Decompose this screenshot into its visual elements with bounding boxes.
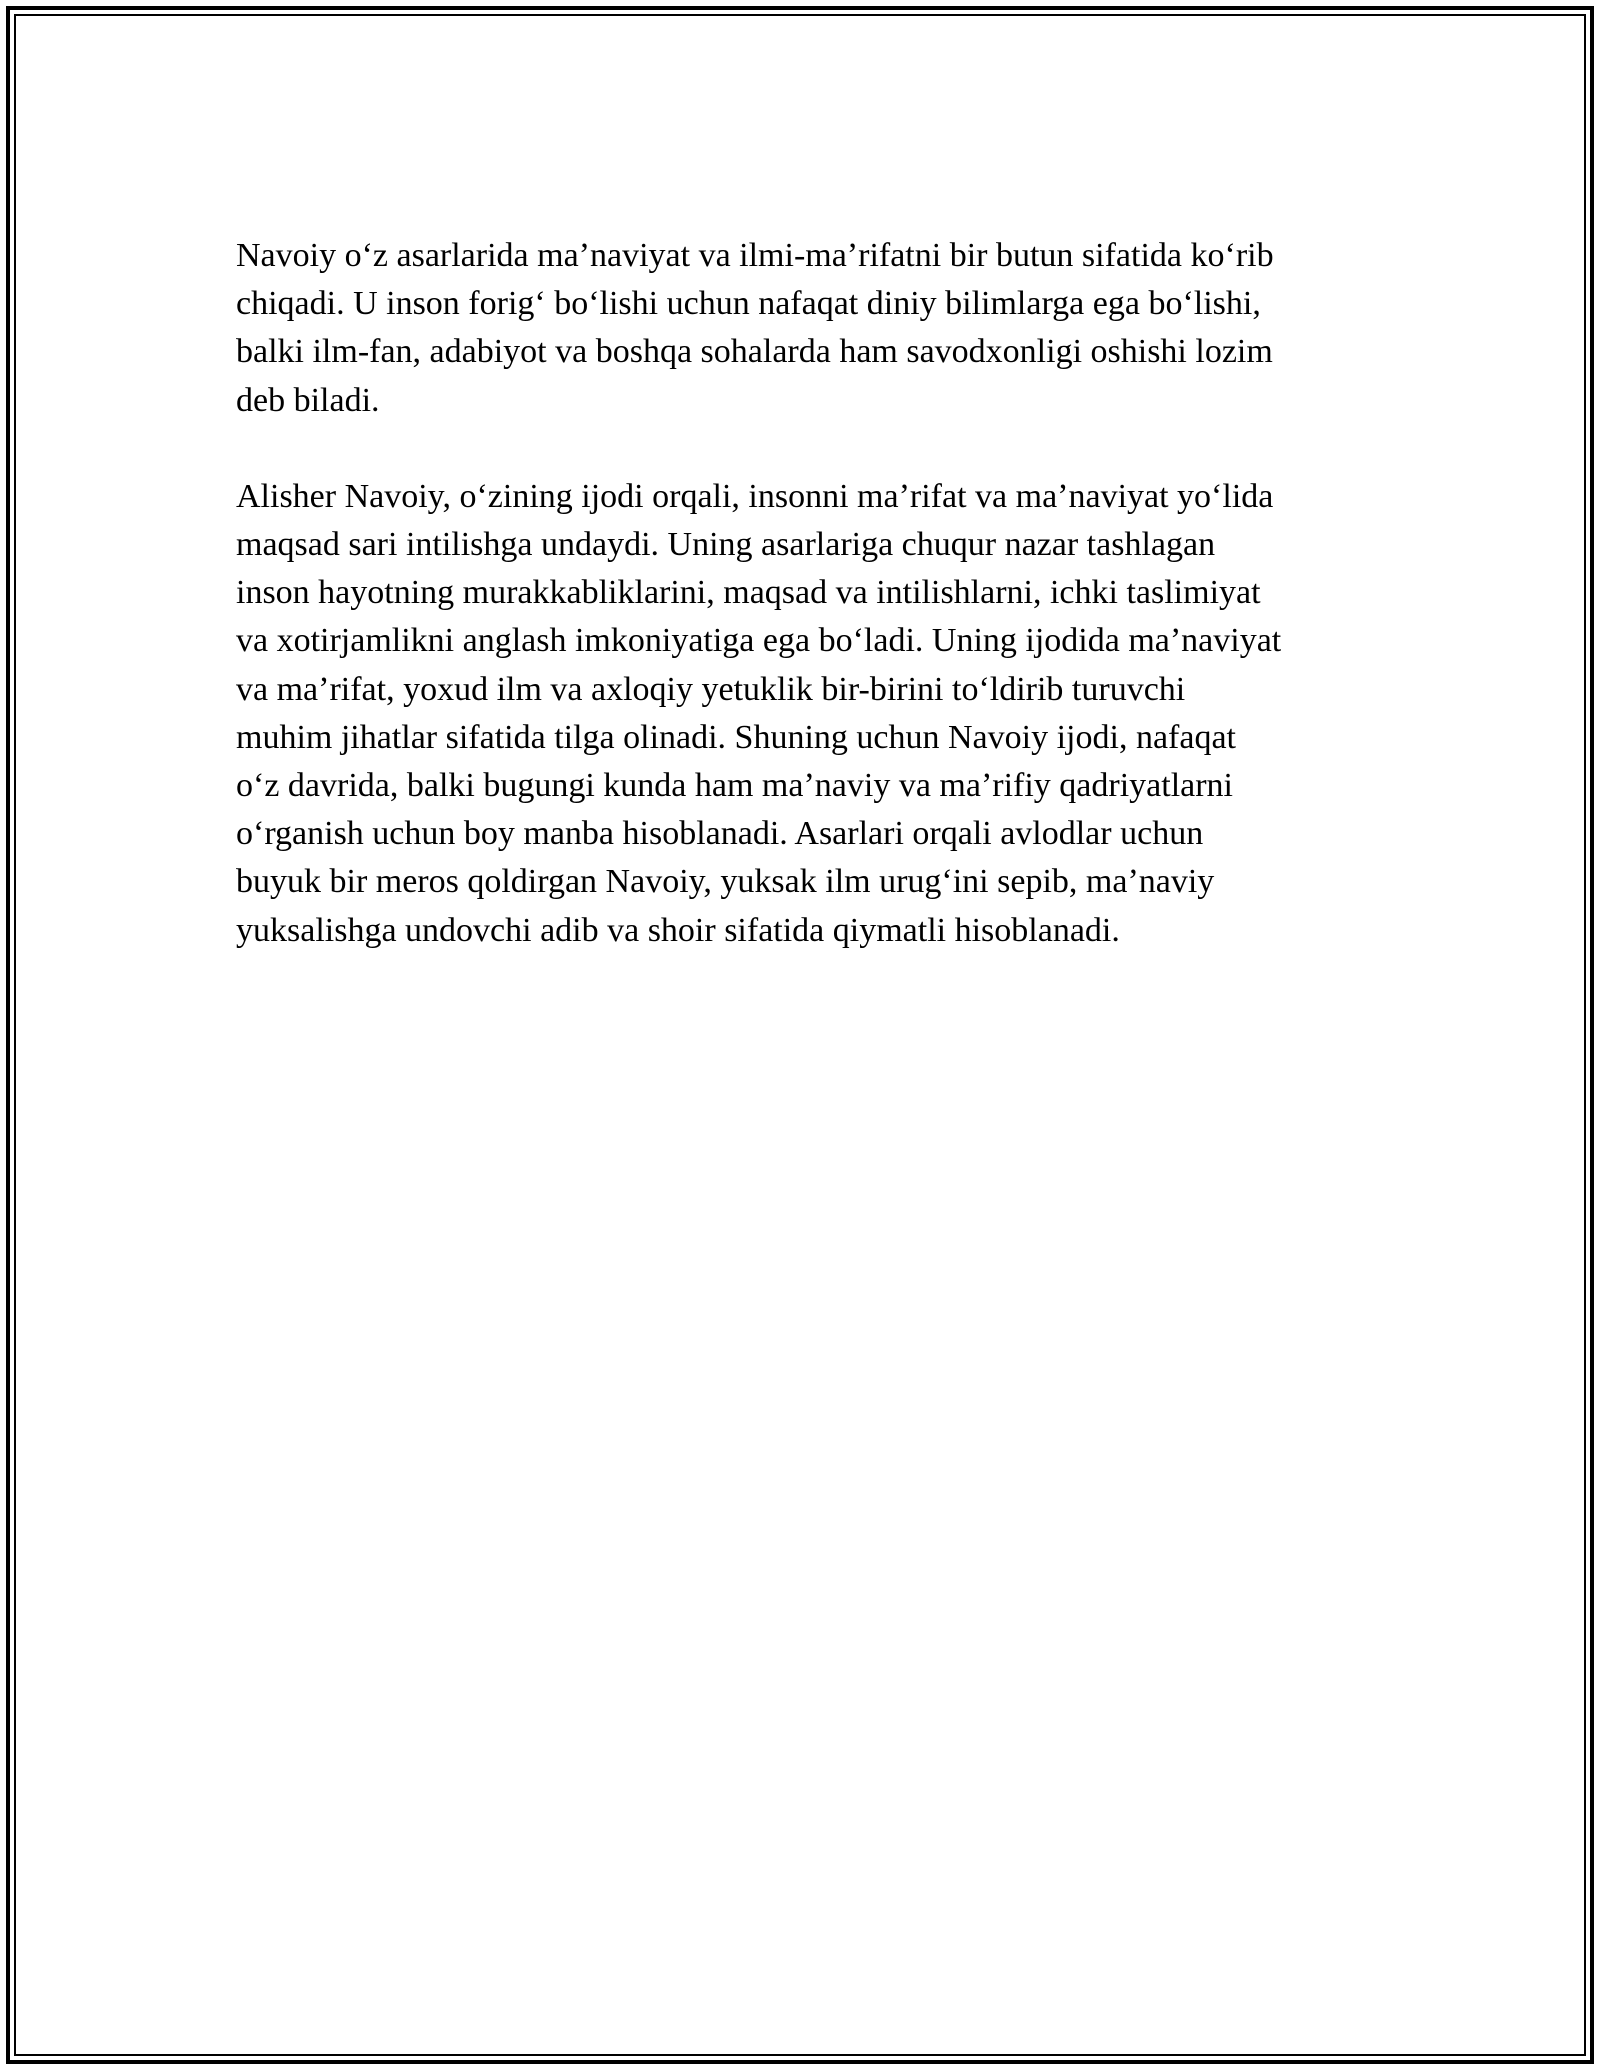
paragraph-line: maqsad sari intilishga undaydi. Uning asarlariga chuqur nazar tashlagan [236, 526, 1216, 564]
paragraph-line: deb biladi. [236, 381, 380, 419]
document-body [236, 232, 1366, 1003]
paragraph-line: va xotirjamlikni anglash imkoniyatiga ega boʻladi. Uning ijodida maʼnaviyat [236, 622, 1282, 660]
paragraph-1 [236, 232, 1366, 425]
paragraph-line: oʻrganish uchun boy manba hisoblanadi. Asarlari orqali avlodlar uchun [236, 815, 1204, 853]
paragraph-line: inson hayotning murakkabliklarini, maqsad va intilishlarni, ichki taslimiyat [236, 574, 1261, 612]
paragraph-line: yuksalishga undovchi adib va shoir sifatida qiymatli hisoblanadi. [236, 911, 1120, 949]
paragraph-line: chiqadi. U inson forigʻ boʻlishi uchun nafaqat diniy bilimlarga ega boʻlishi, [236, 285, 1261, 323]
paragraph-line: muhim jihatlar sifatida tilga olinadi. Shuning uchun Navoiy ijodi, nafaqat [236, 718, 1236, 756]
paragraph-line: oʻz davrida, balki bugungi kunda ham maʼnaviy va maʼrifiy qadriyatlarni [236, 767, 1234, 805]
paragraph-2 [236, 473, 1366, 955]
paragraph-line: buyuk bir meros qoldirgan Navoiy, yuksak ilm urugʻini sepib, maʼnaviy [236, 863, 1215, 901]
paragraph-line: balki ilm-fan, adabiyot va boshqa sohalarda ham savodxonligi oshishi lozim [236, 333, 1273, 371]
paragraph-line: Navoiy oʻz asarlarida maʼnaviyat va ilmi-maʼrifatni bir butun sifatida koʻrib [236, 237, 1274, 274]
paragraph-line: va maʼrifat, yoxud ilm va axloqiy yetuklik bir-birini toʻldirib turuvchi [236, 670, 1186, 708]
paragraph-line: Alisher Navoiy, oʻzining ijodi orqali, insonni maʼrifat va maʼnaviyat yoʻlida [236, 477, 1274, 515]
